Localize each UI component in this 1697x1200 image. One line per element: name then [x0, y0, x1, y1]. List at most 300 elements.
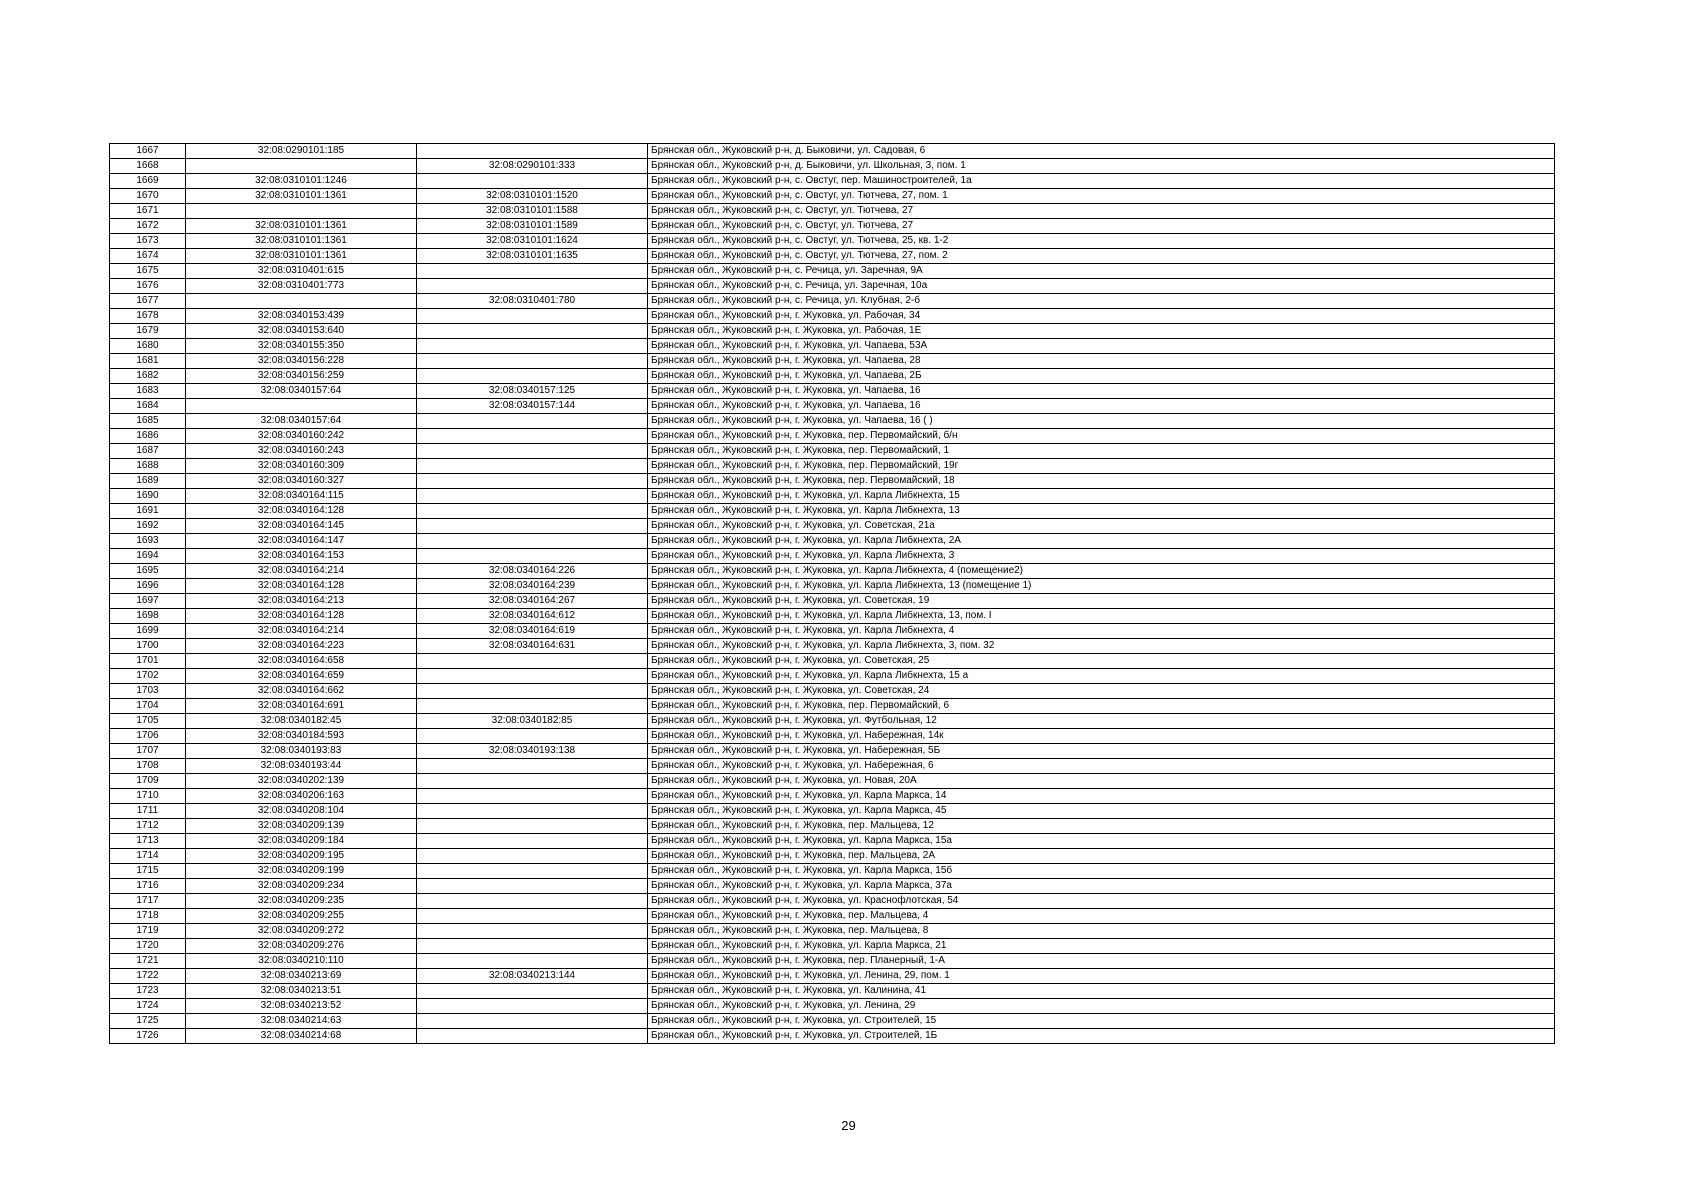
- address-cell: Брянская обл., Жуковский р-н, с. Овстуг, ул. Тютчева, 27: [648, 219, 1555, 234]
- cadastral-number-cell: 32:08:0340209:272: [186, 924, 417, 939]
- related-cadastral-number-cell: [417, 534, 648, 549]
- address-cell: Брянская обл., Жуковский р-н, с. Речица, ул. Заречная, 9А: [648, 264, 1555, 279]
- related-cadastral-number-cell: [417, 774, 648, 789]
- cadastral-number-cell: 32:08:0340209:255: [186, 909, 417, 924]
- related-cadastral-number-cell: [417, 729, 648, 744]
- related-cadastral-number-cell: [417, 144, 648, 159]
- related-cadastral-number-cell: 32:08:0340164:612: [417, 609, 648, 624]
- row-number-cell: 1703: [110, 684, 186, 699]
- cadastral-number-cell: 32:08:0340153:439: [186, 309, 417, 324]
- table-row: [110, 954, 1555, 969]
- address-cell: Брянская обл., Жуковский р-н, г. Жуковка, ул. Чапаева, 2Б: [648, 369, 1555, 384]
- cadastral-number-cell: 32:08:0340182:45: [186, 714, 417, 729]
- property-table-body: [110, 144, 1555, 1044]
- cadastral-number-cell: [186, 204, 417, 219]
- table-row: [110, 549, 1555, 564]
- table-row: [110, 759, 1555, 774]
- cadastral-number-cell: 32:08:0340164:147: [186, 534, 417, 549]
- row-number-cell: 1675: [110, 264, 186, 279]
- row-number-cell: 1676: [110, 279, 186, 294]
- address-cell: Брянская обл., Жуковский р-н, г. Жуковка, ул. Набережная, 6: [648, 759, 1555, 774]
- table-row: [110, 309, 1555, 324]
- row-number-cell: 1702: [110, 669, 186, 684]
- cadastral-number-cell: [186, 294, 417, 309]
- cadastral-number-cell: 32:08:0340164:691: [186, 699, 417, 714]
- related-cadastral-number-cell: [417, 669, 648, 684]
- related-cadastral-number-cell: 32:08:0340164:631: [417, 639, 648, 654]
- row-number-cell: 1678: [110, 309, 186, 324]
- row-number-cell: 1674: [110, 249, 186, 264]
- table-row: [110, 804, 1555, 819]
- table-row: [110, 594, 1555, 609]
- related-cadastral-number-cell: [417, 984, 648, 999]
- cadastral-number-cell: 32:08:0340209:139: [186, 819, 417, 834]
- address-cell: Брянская обл., Жуковский р-н, г. Жуковка, ул. Советская, 24: [648, 684, 1555, 699]
- table-row: [110, 444, 1555, 459]
- related-cadastral-number-cell: 32:08:0340193:138: [417, 744, 648, 759]
- row-number-cell: 1720: [110, 939, 186, 954]
- row-number-cell: 1696: [110, 579, 186, 594]
- row-number-cell: 1671: [110, 204, 186, 219]
- table-row: [110, 684, 1555, 699]
- address-cell: Брянская обл., Жуковский р-н, г. Жуковка, пер. Первомайский, 6: [648, 699, 1555, 714]
- table-row: [110, 519, 1555, 534]
- row-number-cell: 1667: [110, 144, 186, 159]
- row-number-cell: 1681: [110, 354, 186, 369]
- cadastral-number-cell: 32:08:0310101:1361: [186, 219, 417, 234]
- address-cell: Брянская обл., Жуковский р-н, г. Жуковка, ул. Карла Либкнехта, 4: [648, 624, 1555, 639]
- table-row: [110, 219, 1555, 234]
- related-cadastral-number-cell: 32:08:0310101:1624: [417, 234, 648, 249]
- address-cell: Брянская обл., Жуковский р-н, г. Жуковка, ул. Рабочая, 34: [648, 309, 1555, 324]
- table-row: [110, 789, 1555, 804]
- row-number-cell: 1687: [110, 444, 186, 459]
- address-cell: Брянская обл., Жуковский р-н, г. Жуковка, ул. Карла Либкнехта, 15 а: [648, 669, 1555, 684]
- address-cell: Брянская обл., Жуковский р-н, г. Жуковка, ул. Набережная, 14к: [648, 729, 1555, 744]
- table-row: [110, 624, 1555, 639]
- address-cell: Брянская обл., Жуковский р-н, г. Жуковка, пер. Мальцева, 4: [648, 909, 1555, 924]
- row-number-cell: 1668: [110, 159, 186, 174]
- cadastral-number-cell: 32:08:0310401:615: [186, 264, 417, 279]
- table-row: [110, 144, 1555, 159]
- address-cell: Брянская обл., Жуковский р-н, г. Жуковка, пер. Планерный, 1-А: [648, 954, 1555, 969]
- related-cadastral-number-cell: [417, 654, 648, 669]
- related-cadastral-number-cell: 32:08:0310101:1589: [417, 219, 648, 234]
- table-row: [110, 279, 1555, 294]
- cadastral-number-cell: 32:08:0310101:1361: [186, 234, 417, 249]
- cadastral-number-cell: 32:08:0340184:593: [186, 729, 417, 744]
- address-cell: Брянская обл., Жуковский р-н, с. Овстуг, ул. Тютчева, 27, пом. 2: [648, 249, 1555, 264]
- address-cell: Брянская обл., Жуковский р-н, с. Овстуг, ул. Тютчева, 25, кв. 1-2: [648, 234, 1555, 249]
- address-cell: Брянская обл., Жуковский р-н, г. Жуковка, ул. Краснофлотская, 54: [648, 894, 1555, 909]
- row-number-cell: 1699: [110, 624, 186, 639]
- cadastral-number-cell: 32:08:0310101:1246: [186, 174, 417, 189]
- table-row: [110, 924, 1555, 939]
- related-cadastral-number-cell: 32:08:0340157:125: [417, 384, 648, 399]
- row-number-cell: 1698: [110, 609, 186, 624]
- related-cadastral-number-cell: [417, 819, 648, 834]
- page-number: 29: [841, 1118, 856, 1133]
- related-cadastral-number-cell: 32:08:0340213:144: [417, 969, 648, 984]
- row-number-cell: 1724: [110, 999, 186, 1014]
- row-number-cell: 1694: [110, 549, 186, 564]
- table-row: [110, 459, 1555, 474]
- table-row: [110, 714, 1555, 729]
- cadastral-number-cell: [186, 399, 417, 414]
- cadastral-number-cell: 32:08:0310401:773: [186, 279, 417, 294]
- row-number-cell: 1722: [110, 969, 186, 984]
- cadastral-number-cell: 32:08:0340209:195: [186, 849, 417, 864]
- related-cadastral-number-cell: [417, 684, 648, 699]
- row-number-cell: 1712: [110, 819, 186, 834]
- cadastral-number-cell: 32:08:0290101:185: [186, 144, 417, 159]
- cadastral-number-cell: 32:08:0340160:242: [186, 429, 417, 444]
- address-cell: Брянская обл., Жуковский р-н, г. Жуковка, ул. Карла Маркса, 37а: [648, 879, 1555, 894]
- table-row: [110, 564, 1555, 579]
- related-cadastral-number-cell: [417, 309, 648, 324]
- row-number-cell: 1713: [110, 834, 186, 849]
- related-cadastral-number-cell: 32:08:0340164:267: [417, 594, 648, 609]
- related-cadastral-number-cell: [417, 324, 648, 339]
- address-cell: Брянская обл., Жуковский р-н, г. Жуковка, ул. Карла Либкнехта, 3: [648, 549, 1555, 564]
- cadastral-number-cell: [186, 159, 417, 174]
- table-row: [110, 654, 1555, 669]
- related-cadastral-number-cell: [417, 999, 648, 1014]
- cadastral-number-cell: 32:08:0310101:1361: [186, 249, 417, 264]
- table-row: [110, 189, 1555, 204]
- row-number-cell: 1701: [110, 654, 186, 669]
- related-cadastral-number-cell: 32:08:0310101:1520: [417, 189, 648, 204]
- table-row: [110, 909, 1555, 924]
- cadastral-number-cell: 32:08:0340209:199: [186, 864, 417, 879]
- related-cadastral-number-cell: [417, 939, 648, 954]
- address-cell: Брянская обл., Жуковский р-н, г. Жуковка, ул. Чапаева, 28: [648, 354, 1555, 369]
- cadastral-number-cell: 32:08:0340208:104: [186, 804, 417, 819]
- cadastral-number-cell: 32:08:0340156:259: [186, 369, 417, 384]
- cadastral-number-cell: 32:08:0340164:214: [186, 564, 417, 579]
- row-number-cell: 1689: [110, 474, 186, 489]
- related-cadastral-number-cell: [417, 849, 648, 864]
- address-cell: Брянская обл., Жуковский р-н, г. Жуковка, ул. Советская, 21а: [648, 519, 1555, 534]
- table-row: [110, 999, 1555, 1014]
- cadastral-number-cell: 32:08:0340164:658: [186, 654, 417, 669]
- row-number-cell: 1710: [110, 789, 186, 804]
- row-number-cell: 1711: [110, 804, 186, 819]
- cadastral-number-cell: 32:08:0340213:52: [186, 999, 417, 1014]
- related-cadastral-number-cell: 32:08:0340164:226: [417, 564, 648, 579]
- related-cadastral-number-cell: [417, 894, 648, 909]
- cadastral-number-cell: 32:08:0340153:640: [186, 324, 417, 339]
- address-cell: Брянская обл., Жуковский р-н, г. Жуковка, пер. Первомайский, 19г: [648, 459, 1555, 474]
- table-row: [110, 354, 1555, 369]
- cadastral-number-cell: 32:08:0340164:128: [186, 579, 417, 594]
- cadastral-number-cell: 32:08:0340206:163: [186, 789, 417, 804]
- property-table: [109, 143, 1555, 1044]
- table-row: [110, 489, 1555, 504]
- row-number-cell: 1669: [110, 174, 186, 189]
- cadastral-number-cell: 32:08:0340164:662: [186, 684, 417, 699]
- table-row: [110, 864, 1555, 879]
- address-cell: Брянская обл., Жуковский р-н, г. Жуковка, ул. Карла Маркса, 14: [648, 789, 1555, 804]
- cadastral-number-cell: 32:08:0340157:64: [186, 384, 417, 399]
- table-row: [110, 639, 1555, 654]
- address-cell: Брянская обл., Жуковский р-н, г. Жуковка, пер. Первомайский, 18: [648, 474, 1555, 489]
- address-cell: Брянская обл., Жуковский р-н, г. Жуковка, ул. Карла Либкнехта, 13, пом. I: [648, 609, 1555, 624]
- address-cell: Брянская обл., Жуковский р-н, г. Жуковка, ул. Новая, 20А: [648, 774, 1555, 789]
- cadastral-number-cell: 32:08:0340155:350: [186, 339, 417, 354]
- related-cadastral-number-cell: [417, 354, 648, 369]
- table-row: [110, 609, 1555, 624]
- table-row: [110, 159, 1555, 174]
- row-number-cell: 1697: [110, 594, 186, 609]
- related-cadastral-number-cell: [417, 264, 648, 279]
- row-number-cell: 1691: [110, 504, 186, 519]
- address-cell: Брянская обл., Жуковский р-н, г. Жуковка, ул. Карла Либкнехта, 2А: [648, 534, 1555, 549]
- related-cadastral-number-cell: 32:08:0310101:1588: [417, 204, 648, 219]
- table-row: [110, 174, 1555, 189]
- address-cell: Брянская обл., Жуковский р-н, д. Быковичи, ул. Школьная, 3, пом. 1: [648, 159, 1555, 174]
- address-cell: Брянская обл., Жуковский р-н, г. Жуковка, ул. Ленина, 29: [648, 999, 1555, 1014]
- address-cell: Брянская обл., Жуковский р-н, г. Жуковка, пер. Мальцева, 8: [648, 924, 1555, 939]
- related-cadastral-number-cell: [417, 909, 648, 924]
- address-cell: Брянская обл., Жуковский р-н, г. Жуковка, ул. Карла Либкнехта, 13 (помещение 1): [648, 579, 1555, 594]
- related-cadastral-number-cell: 32:08:0290101:333: [417, 159, 648, 174]
- table-row: [110, 429, 1555, 444]
- related-cadastral-number-cell: [417, 549, 648, 564]
- address-cell: Брянская обл., Жуковский р-н, с. Овстуг, ул. Тютчева, 27, пом. 1: [648, 189, 1555, 204]
- table-row: [110, 324, 1555, 339]
- address-cell: Брянская обл., Жуковский р-н, г. Жуковка, ул. Футбольная, 12: [648, 714, 1555, 729]
- table-row: [110, 669, 1555, 684]
- address-cell: Брянская обл., Жуковский р-н, с. Овстуг, пер. Машиностроителей, 1а: [648, 174, 1555, 189]
- address-cell: Брянская обл., Жуковский р-н, г. Жуковка, ул. Карла Маркса, 21: [648, 939, 1555, 954]
- row-number-cell: 1692: [110, 519, 186, 534]
- related-cadastral-number-cell: [417, 699, 648, 714]
- cadastral-number-cell: 32:08:0340164:145: [186, 519, 417, 534]
- table-row: [110, 729, 1555, 744]
- row-number-cell: 1693: [110, 534, 186, 549]
- related-cadastral-number-cell: [417, 864, 648, 879]
- cadastral-number-cell: 32:08:0340209:235: [186, 894, 417, 909]
- table-row: [110, 894, 1555, 909]
- address-cell: Брянская обл., Жуковский р-н, г. Жуковка, ул. Карла Либкнехта, 4 (помещение2): [648, 564, 1555, 579]
- row-number-cell: 1704: [110, 699, 186, 714]
- related-cadastral-number-cell: [417, 174, 648, 189]
- row-number-cell: 1680: [110, 339, 186, 354]
- table-row: [110, 414, 1555, 429]
- table-row: [110, 984, 1555, 999]
- address-cell: Брянская обл., Жуковский р-н, с. Речица, ул. Заречная, 10а: [648, 279, 1555, 294]
- row-number-cell: 1718: [110, 909, 186, 924]
- address-cell: Брянская обл., Жуковский р-н, г. Жуковка, ул. Калинина, 41: [648, 984, 1555, 999]
- table-row: [110, 294, 1555, 309]
- table-row: [110, 834, 1555, 849]
- table-row: [110, 474, 1555, 489]
- row-number-cell: 1677: [110, 294, 186, 309]
- cadastral-number-cell: 32:08:0340160:309: [186, 459, 417, 474]
- related-cadastral-number-cell: 32:08:0340157:144: [417, 399, 648, 414]
- row-number-cell: 1716: [110, 879, 186, 894]
- row-number-cell: 1684: [110, 399, 186, 414]
- address-cell: Брянская обл., Жуковский р-н, г. Жуковка, ул. Карла Либкнехта, 13: [648, 504, 1555, 519]
- table-row: [110, 819, 1555, 834]
- table-row: [110, 264, 1555, 279]
- table-row: [110, 384, 1555, 399]
- table-row: [110, 774, 1555, 789]
- related-cadastral-number-cell: [417, 519, 648, 534]
- row-number-cell: 1690: [110, 489, 186, 504]
- address-cell: Брянская обл., Жуковский р-н, г. Жуковка, ул. Чапаева, 16: [648, 384, 1555, 399]
- cadastral-number-cell: 32:08:0340164:128: [186, 504, 417, 519]
- table-row: [110, 234, 1555, 249]
- row-number-cell: 1705: [110, 714, 186, 729]
- cadastral-number-cell: 32:08:0340164:213: [186, 594, 417, 609]
- row-number-cell: 1719: [110, 924, 186, 939]
- table-row: [110, 969, 1555, 984]
- row-number-cell: 1706: [110, 729, 186, 744]
- row-number-cell: 1708: [110, 759, 186, 774]
- address-cell: Брянская обл., Жуковский р-н, г. Жуковка, ул. Чапаева, 16 ( ): [648, 414, 1555, 429]
- table-row: [110, 534, 1555, 549]
- address-cell: Брянская обл., Жуковский р-н, г. Жуковка, ул. Ленина, 29, пом. 1: [648, 969, 1555, 984]
- related-cadastral-number-cell: [417, 414, 648, 429]
- address-cell: Брянская обл., Жуковский р-н, д. Быковичи, ул. Садовая, 6: [648, 144, 1555, 159]
- cadastral-number-cell: 32:08:0340213:51: [186, 984, 417, 999]
- address-cell: Брянская обл., Жуковский р-н, с. Овстуг, ул. Тютчева, 27: [648, 204, 1555, 219]
- address-cell: Брянская обл., Жуковский р-н, г. Жуковка, ул. Рабочая, 1Е: [648, 324, 1555, 339]
- row-number-cell: 1726: [110, 1029, 186, 1044]
- related-cadastral-number-cell: 32:08:0340164:239: [417, 579, 648, 594]
- related-cadastral-number-cell: [417, 1029, 648, 1044]
- cadastral-number-cell: 32:08:0340209:184: [186, 834, 417, 849]
- related-cadastral-number-cell: [417, 504, 648, 519]
- address-cell: Брянская обл., Жуковский р-н, г. Жуковка, ул. Чапаева, 16: [648, 399, 1555, 414]
- table-row: [110, 249, 1555, 264]
- table-row: [110, 204, 1555, 219]
- table-row: [110, 744, 1555, 759]
- row-number-cell: 1723: [110, 984, 186, 999]
- cadastral-number-cell: 32:08:0340193:44: [186, 759, 417, 774]
- related-cadastral-number-cell: [417, 279, 648, 294]
- table-row: [110, 504, 1555, 519]
- cadastral-number-cell: 32:08:0340209:276: [186, 939, 417, 954]
- address-cell: Брянская обл., Жуковский р-н, г. Жуковка, пер. Мальцева, 12: [648, 819, 1555, 834]
- row-number-cell: 1686: [110, 429, 186, 444]
- table-row: [110, 849, 1555, 864]
- row-number-cell: 1688: [110, 459, 186, 474]
- related-cadastral-number-cell: [417, 339, 648, 354]
- address-cell: Брянская обл., Жуковский р-н, г. Жуковка, ул. Карла Маркса, 15а: [648, 834, 1555, 849]
- table-row: [110, 399, 1555, 414]
- table-row: [110, 339, 1555, 354]
- row-number-cell: 1679: [110, 324, 186, 339]
- table-row: [110, 699, 1555, 714]
- address-cell: Брянская обл., Жуковский р-н, г. Жуковка, ул. Карла Либкнехта, 15: [648, 489, 1555, 504]
- related-cadastral-number-cell: [417, 369, 648, 384]
- row-number-cell: 1709: [110, 774, 186, 789]
- row-number-cell: 1707: [110, 744, 186, 759]
- row-number-cell: 1725: [110, 1014, 186, 1029]
- cadastral-number-cell: 32:08:0340164:659: [186, 669, 417, 684]
- table-row: [110, 369, 1555, 384]
- cadastral-number-cell: 32:08:0340164:128: [186, 609, 417, 624]
- row-number-cell: 1683: [110, 384, 186, 399]
- cadastral-number-cell: 32:08:0340164:153: [186, 549, 417, 564]
- address-cell: Брянская обл., Жуковский р-н, г. Жуковка, ул. Карла Маркса, 45: [648, 804, 1555, 819]
- cadastral-number-cell: 32:08:0310101:1361: [186, 189, 417, 204]
- related-cadastral-number-cell: 32:08:0310401:780: [417, 294, 648, 309]
- row-number-cell: 1685: [110, 414, 186, 429]
- address-cell: Брянская обл., Жуковский р-н, г. Жуковка, ул. Советская, 19: [648, 594, 1555, 609]
- row-number-cell: 1673: [110, 234, 186, 249]
- address-cell: Брянская обл., Жуковский р-н, г. Жуковка, ул. Карла Маркса, 15б: [648, 864, 1555, 879]
- table-row: [110, 879, 1555, 894]
- cadastral-number-cell: 32:08:0340156:228: [186, 354, 417, 369]
- row-number-cell: 1715: [110, 864, 186, 879]
- address-cell: Брянская обл., Жуковский р-н, г. Жуковка, пер. Первомайский, б/н: [648, 429, 1555, 444]
- table-row: [110, 1014, 1555, 1029]
- table-row: [110, 1029, 1555, 1044]
- row-number-cell: 1721: [110, 954, 186, 969]
- row-number-cell: 1672: [110, 219, 186, 234]
- address-cell: Брянская обл., Жуковский р-н, г. Жуковка, ул. Строителей, 15: [648, 1014, 1555, 1029]
- row-number-cell: 1714: [110, 849, 186, 864]
- row-number-cell: 1670: [110, 189, 186, 204]
- cadastral-number-cell: 32:08:0340213:69: [186, 969, 417, 984]
- related-cadastral-number-cell: [417, 1014, 648, 1029]
- related-cadastral-number-cell: [417, 489, 648, 504]
- related-cadastral-number-cell: [417, 804, 648, 819]
- related-cadastral-number-cell: [417, 474, 648, 489]
- address-cell: Брянская обл., Жуковский р-н, г. Жуковка, пер. Мальцева, 2А: [648, 849, 1555, 864]
- address-cell: Брянская обл., Жуковский р-н, г. Жуковка, ул. Советская, 25: [648, 654, 1555, 669]
- related-cadastral-number-cell: [417, 879, 648, 894]
- address-cell: Брянская обл., Жуковский р-н, г. Жуковка, ул. Набережная, 5Б: [648, 744, 1555, 759]
- row-number-cell: 1717: [110, 894, 186, 909]
- related-cadastral-number-cell: [417, 924, 648, 939]
- related-cadastral-number-cell: 32:08:0340164:619: [417, 624, 648, 639]
- cadastral-number-cell: 32:08:0340193:83: [186, 744, 417, 759]
- cadastral-number-cell: 32:08:0340160:327: [186, 474, 417, 489]
- row-number-cell: 1695: [110, 564, 186, 579]
- address-cell: Брянская обл., Жуковский р-н, г. Жуковка, ул. Строителей, 1Б: [648, 1029, 1555, 1044]
- cadastral-number-cell: 32:08:0340164:214: [186, 624, 417, 639]
- related-cadastral-number-cell: [417, 429, 648, 444]
- related-cadastral-number-cell: [417, 834, 648, 849]
- row-number-cell: 1700: [110, 639, 186, 654]
- cadastral-number-cell: 32:08:0340164:115: [186, 489, 417, 504]
- related-cadastral-number-cell: [417, 954, 648, 969]
- related-cadastral-number-cell: 32:08:0340182:85: [417, 714, 648, 729]
- cadastral-number-cell: 32:08:0340164:223: [186, 639, 417, 654]
- related-cadastral-number-cell: [417, 789, 648, 804]
- address-cell: Брянская обл., Жуковский р-н, с. Речица, ул. Клубная, 2-б: [648, 294, 1555, 309]
- related-cadastral-number-cell: 32:08:0310101:1635: [417, 249, 648, 264]
- cadastral-number-cell: 32:08:0340214:68: [186, 1029, 417, 1044]
- table-row: [110, 939, 1555, 954]
- row-number-cell: 1682: [110, 369, 186, 384]
- table-row: [110, 579, 1555, 594]
- cadastral-number-cell: 32:08:0340214:63: [186, 1014, 417, 1029]
- related-cadastral-number-cell: [417, 459, 648, 474]
- address-cell: Брянская обл., Жуковский р-н, г. Жуковка, пер. Первомайский, 1: [648, 444, 1555, 459]
- cadastral-number-cell: 32:08:0340160:243: [186, 444, 417, 459]
- cadastral-number-cell: 32:08:0340157:64: [186, 414, 417, 429]
- cadastral-number-cell: 32:08:0340202:139: [186, 774, 417, 789]
- related-cadastral-number-cell: [417, 759, 648, 774]
- address-cell: Брянская обл., Жуковский р-н, г. Жуковка, ул. Чапаева, 53А: [648, 339, 1555, 354]
- related-cadastral-number-cell: [417, 444, 648, 459]
